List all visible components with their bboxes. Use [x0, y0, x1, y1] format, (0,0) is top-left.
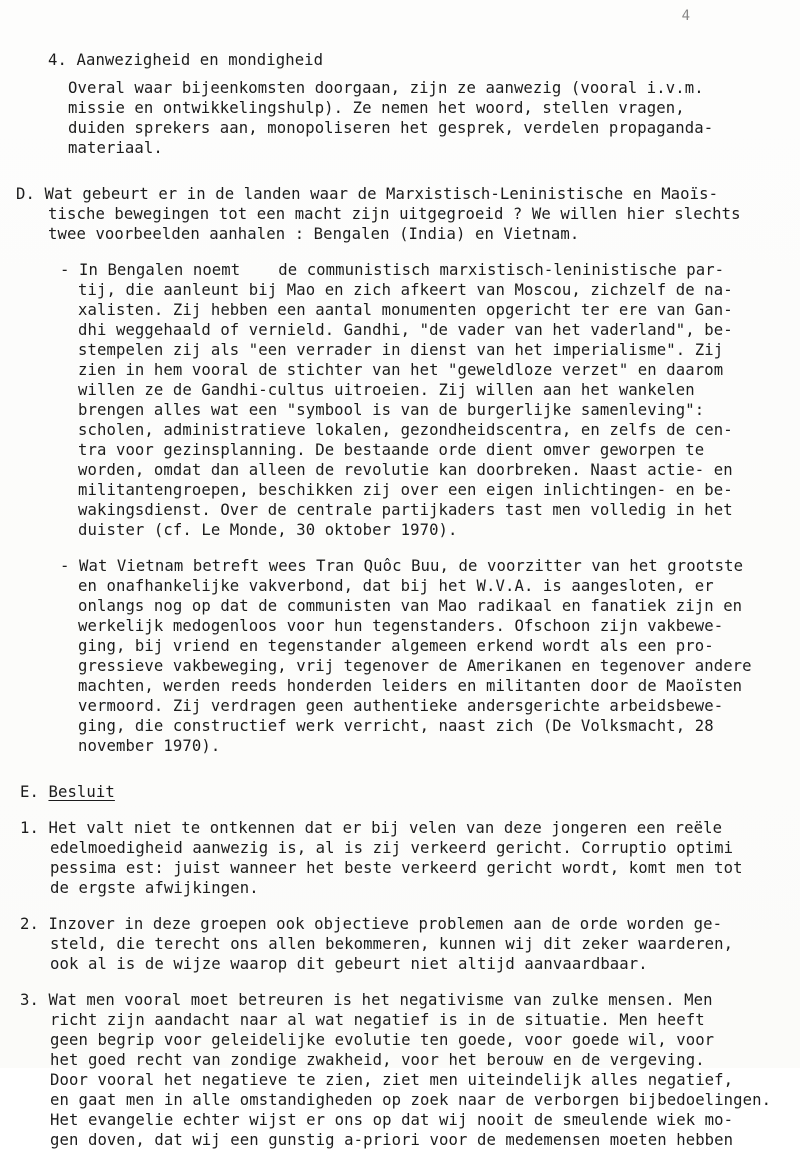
section-4-line: duiden sprekers aan, monopoliseren het gesprek, verdelen propaganda- — [68, 119, 714, 137]
section-4-line: materiaal. — [68, 139, 163, 157]
point-3-line: geen begrip voor geleidelijke evolutie ten goede, voor goede wil, voor — [50, 1031, 715, 1049]
bengalen-line: dhi weggehaald of vernield. Gandhi, "de vader van het vaderland", be- — [78, 321, 733, 339]
section-d-line: tische bewegingen tot een macht zijn uitgegroeid ? We willen hier slechts — [48, 205, 741, 223]
point-1-line: de ergste afwijkingen. — [50, 879, 259, 897]
vietnam-line: - Wat Vietnam betreft wees Tran Quôc Buu, de voorzitter van het grootste — [60, 557, 744, 575]
point-3-line: en gaat men in alle omstandigheden op zoek naar de verborgen bijbedoelingen. — [50, 1091, 772, 1109]
vietnam-line: werkelijk medogenloos voor hun tegenstanders. Ofschoon zijn vakbewe- — [78, 617, 724, 635]
section-d-line: D. Wat gebeurt er in de landen waar de Marxistisch-Leninistische en Maoïs- — [16, 185, 719, 203]
bengalen-line: - In Bengalen noemt de communistisch marxistisch-leninistische par- — [60, 261, 725, 279]
section-4-line: Overal waar bijeenkomsten doorgaan, zijn ze aanwezig (vooral i.v.m. — [68, 79, 704, 97]
section-4 — [0, 50, 800, 158]
bengalen-paragraph — [0, 260, 800, 540]
bengalen-line: tra voor gezinsplanning. De bestaande orde dient omver geworpen te — [78, 441, 705, 459]
bengalen-line: xalisten. Zij hebben een aantal monumenten opgericht ter ere van Gan- — [78, 301, 733, 319]
bengalen-line: duister (cf. Le Monde, 30 oktober 1970). — [78, 521, 458, 539]
bengalen-line: scholen, administratieve lokalen, gezondheidscentra, en zelfs de cen- — [78, 421, 733, 439]
vietnam-line: gressieve vakbeweging, vrij tegenover de Amerikanen en tegenover andere — [78, 657, 752, 675]
vietnam-line: en onafhankelijke vakverbond, dat bij het W.V.A. is aangesloten, er — [78, 577, 714, 595]
point-2-line: steld, die terecht ons allen bekommeren, kunnen wij dit zeker waarderen, — [50, 935, 734, 953]
point-1-line: 1. Het valt niet te ontkennen dat er bij velen van deze jongeren een reële — [20, 819, 723, 837]
point-3-line: richt zijn aandacht naar al wat negatief is in de situatie. Men heeft — [50, 1011, 705, 1029]
point-3-line: het goed recht van zondige zwakheid, voor het berouw en de vergeving. — [50, 1051, 705, 1069]
vietnam-line: vermoord. Zij verdragen geen authentieke andersgerichte arbeidsbewe- — [78, 697, 724, 715]
section-e-title: Besluit — [48, 783, 115, 801]
bengalen-line: stempelen zij als "een verrader in dienst van het imperialisme". Zij — [78, 341, 724, 359]
point-3-line: Door vooral het negatieve te zien, ziet men uiteindelijk alles negatief, — [50, 1071, 734, 1089]
section-e-letter: E. — [20, 783, 49, 801]
bengalen-line: tij, die aanleunt bij Mao en zich afkeert van Moscou, zichzelf de na- — [78, 281, 733, 299]
section-d-line: twee voorbeelden aanhalen : Bengalen (India) en Vietnam. — [48, 225, 580, 243]
bengalen-line: zien in hem vooral de stichter van het "geweldloze verzet" en daarom — [78, 361, 724, 379]
vietnam-paragraph — [0, 556, 800, 756]
bengalen-line: willen ze de Gandhi-cultus uitroeien. Zij willen aan het wankelen — [78, 381, 695, 399]
vietnam-line: ging, die constructief werk verricht, naast zich (De Volksmacht, 28 — [78, 717, 714, 735]
vietnam-line: machten, werden reeds honderden leiders en militanten door de Maoïsten — [78, 677, 743, 695]
point-3-line: 3. Wat men vooral moet betreuren is het negativisme van zulke mensen. Men — [20, 991, 713, 1009]
section-e — [0, 782, 800, 1150]
point-2-line: ook al is de wijze waarop dit gebeurt niet altijd aanvaardbaar. — [50, 955, 648, 973]
section-d — [0, 184, 800, 756]
bengalen-line: wakingsdienst. Over de centrale partijkaders tast men volledig in het — [78, 501, 733, 519]
vietnam-line: november 1970). — [78, 737, 221, 755]
point-3-line: gen doven, dat wij een gunstig a-priori voor de medemensen moeten hebben — [50, 1131, 734, 1149]
point-2-line: 2. Inzover in deze groepen ook objectieve problemen aan de orde worden ge- — [20, 915, 723, 933]
section-4-line: missie en ontwikkelingshulp). Ze nemen het woord, stellen vragen, — [68, 99, 685, 117]
vietnam-line: ging, bij vriend en tegenstander algemeen erkend wordt als een pro- — [78, 637, 714, 655]
bengalen-line: brengen alles wat een "symbool is van de burgerlijke samenleving": — [78, 401, 705, 419]
page-number: 4 — [681, 8, 690, 24]
bengalen-line: militantengroepen, beschikken zij over een eigen inlichtingen- en be- — [78, 481, 733, 499]
bengalen-line: worden, omdat dan alleen de revolutie kan doorbreken. Naast actie- en — [78, 461, 733, 479]
section-e-heading — [0, 782, 800, 802]
point-3-line: Het evangelie echter wijst er ons op dat wij nooit de smeulende wiek mo- — [50, 1111, 734, 1129]
conclusion-point-1 — [0, 818, 800, 898]
document-body — [0, 50, 800, 1150]
conclusion-point-2 — [0, 914, 800, 974]
conclusion-point-3 — [0, 990, 800, 1150]
section-4-title: 4. Aanwezigheid en mondigheid — [48, 51, 324, 69]
point-1-line: edelmoedigheid aanwezig is, al is zij verkeerd gericht. Corruptio optimi — [50, 839, 734, 857]
point-1-line: pessima est: juist wanneer het beste verkeerd gericht wordt, komt men tot — [50, 859, 743, 877]
vietnam-line: onlangs nog op dat de communisten van Mao radikaal en fanatiek zijn en — [78, 597, 743, 615]
